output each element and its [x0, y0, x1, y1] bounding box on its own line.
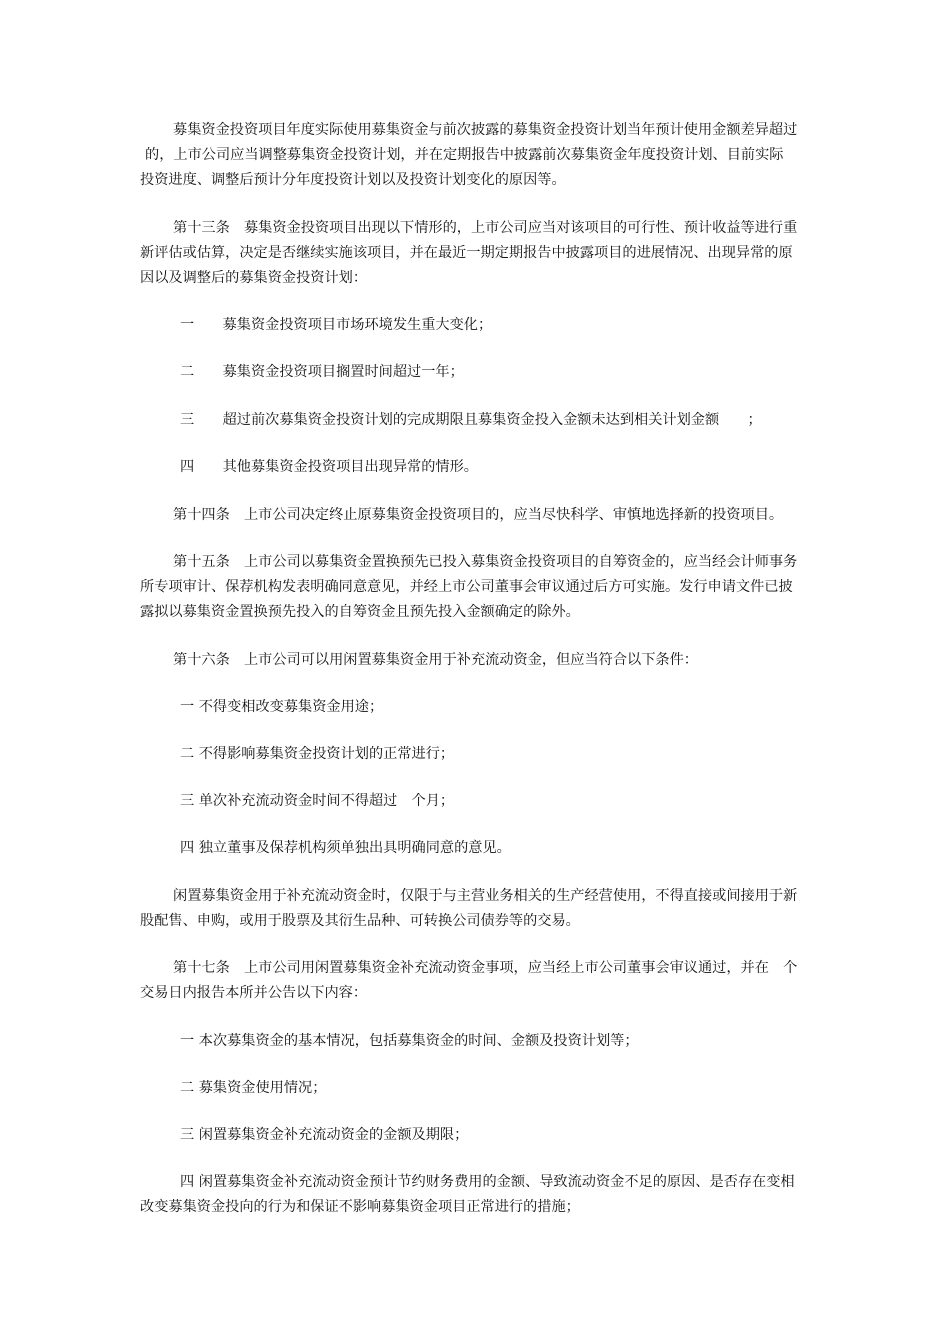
list-item: 三 闲置募集资金补充流动资金的金额及期限； — [180, 1127, 469, 1143]
paragraph-line: 第十四条 上市公司决定终止原募集资金投资项目的，应当尽快科学、审慎地选择新的投资项目。 — [173, 507, 784, 523]
list-item: 二 募集资金投资项目搁置时间超过一年； — [180, 364, 464, 380]
paragraph-line: 露拟以募集资金置换预先投入的自筹资金且预先投入金额确定的除外。 — [140, 604, 580, 620]
list-item: 一 不得变相改变募集资金用途； — [180, 699, 384, 715]
paragraph-line: 第十七条 上市公司用闲置募集资金补充流动资金事项，应当经上市公司董事会审议通过，并在 个 — [173, 960, 798, 976]
list-item: 四 其他募集资金投资项目出现异常的情形。 — [180, 459, 478, 475]
list-item: 二 募集资金使用情况； — [180, 1080, 327, 1096]
paragraph-line: 第十三条 募集资金投资项目出现以下情形的，上市公司应当对该项目的可行性、预计收益等进行重 — [173, 220, 798, 236]
list-item: 二 不得影响募集资金投资计划的正常进行； — [180, 746, 455, 762]
list-item: 四 独立董事及保荐机构须单独出具明确同意的意见。 — [180, 840, 511, 856]
paragraph-line: 股配售、申购，或用于股票及其衍生品种、可转换公司债券等的交易。 — [140, 913, 580, 929]
paragraph-line: 第十六条 上市公司可以用闲置募集资金用于补充流动资金，但应当符合以下条件： — [173, 652, 698, 668]
paragraph-line: 募集资金投资项目年度实际使用募集资金与前次披露的募集资金投资计划当年预计使用金额差异超过 — [173, 122, 798, 138]
list-item: 一 募集资金投资项目市场环境发生重大变化； — [180, 317, 493, 333]
paragraph-line: 交易日内报告本所并公告以下内容： — [140, 985, 368, 1001]
paragraph-line: 所专项审计、保荐机构发表明确同意意见，并经上市公司董事会审议通过后方可实施。发行申请文件已披 — [140, 579, 793, 595]
paragraph-line: 新评估或估算，决定是否继续实施该项目，并在最近一期定期报告中披露项目的进展情况、出现异常的原 — [140, 245, 793, 261]
list-item: 一 本次募集资金的基本情况，包括募集资金的时间、金额及投资计划等； — [180, 1033, 639, 1049]
paragraph-line: 的，上市公司应当调整募集资金投资计划，并在定期报告中披露前次募集资金年度投资计划、目前实际 — [145, 147, 784, 163]
list-item: 四 闲置募集资金补充流动资金预计节约财务费用的金额、导致流动资金不足的原因、是否存在变相 — [180, 1174, 795, 1190]
paragraph-line: 因以及调整后的募集资金投资计划： — [140, 270, 368, 286]
list-item: 改变募集资金投向的行为和保证不影响募集资金项目正常进行的措施； — [140, 1199, 580, 1215]
paragraph-line: 投资进度、调整后预计分年度投资计划以及投资计划变化的原因等。 — [140, 172, 566, 188]
list-item: 三 单次补充流动资金时间不得超过 个月； — [180, 793, 455, 809]
list-item: 三 超过前次募集资金投资计划的完成期限且募集资金投入金额未达到相关计划金额 ； — [180, 412, 762, 428]
paragraph-line: 第十五条 上市公司以募集资金置换预先已投入募集资金投资项目的自筹资金的，应当经会计师事务 — [173, 554, 798, 570]
paragraph-line: 闲置募集资金用于补充流动资金时，仅限于与主营业务相关的生产经营使用，不得直接或间接用于新 — [173, 888, 798, 904]
